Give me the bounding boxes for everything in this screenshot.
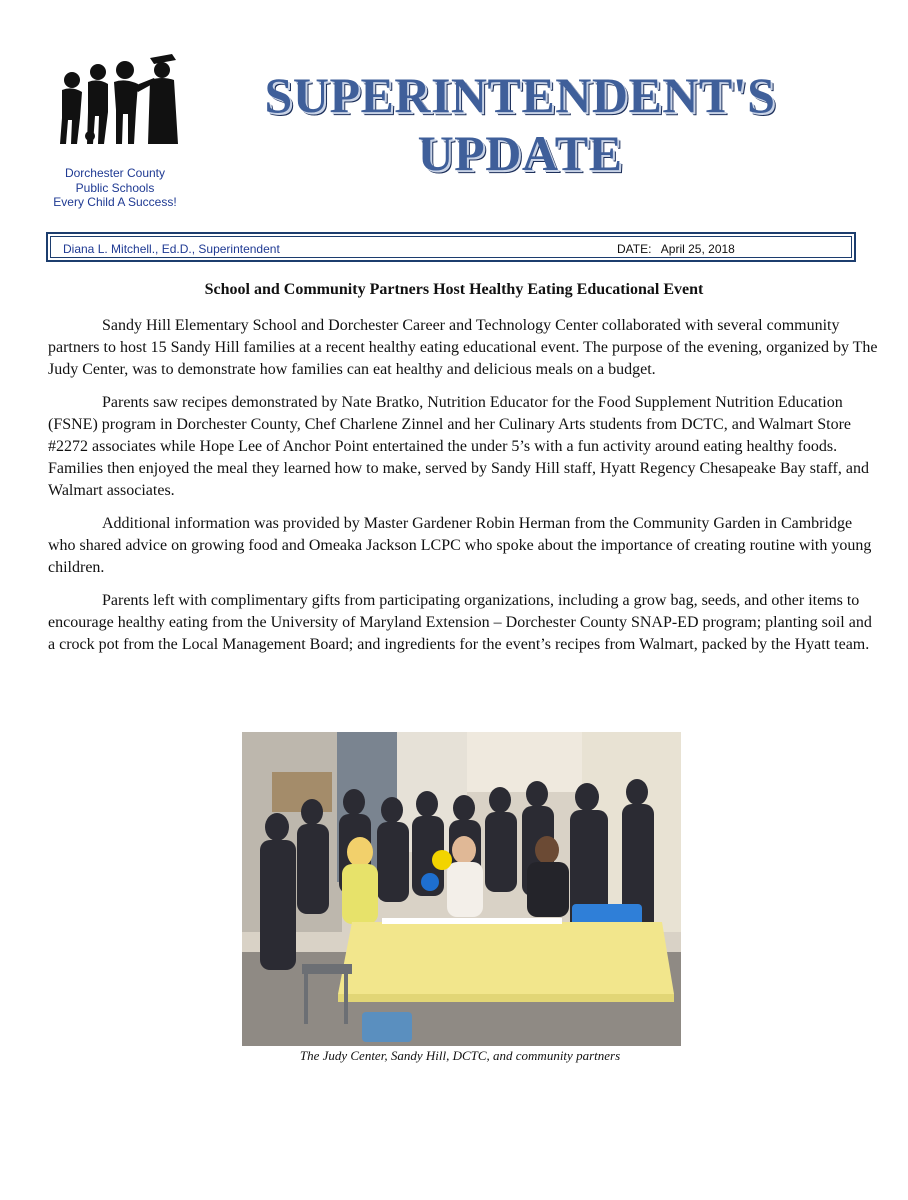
article-body <box>48 315 878 667</box>
group-photo <box>242 732 681 1046</box>
author-line: Diana L. Mitchell., Ed.D., Superintendent <box>63 242 280 256</box>
info-bar-inner <box>50 236 852 258</box>
district-name <box>30 166 200 210</box>
article-paragraph-2: Parents saw recipes demonstrated by Nate Bratko, Nutrition Educator for the Food Supplement Nutrition Education (FSNE) program in Dorchester County, Chef Charlene Zinnel and her Culinary Arts students from DCTC, and Walmart Store #2272 associates while Hope Lee of Anchor Point entertained the under 5’s with a fun activity around eating healthy foods. Families then enjoyed the meal they learned how to make, served by Sandy Hill staff, Hyatt Regency Chesapeake Bay staff, and Walmart associates. <box>48 394 869 499</box>
children-silhouette-logo <box>50 48 190 148</box>
date-value: April 25, 2018 <box>660 242 735 256</box>
info-bar <box>46 232 856 262</box>
date-label: DATE: <box>617 242 652 256</box>
district-line-1: Dorchester County <box>64 166 166 180</box>
title-line-1: SUPERINTENDENT'S <box>264 67 776 123</box>
newsletter-title <box>220 66 820 182</box>
district-motto: Every Child A Success! <box>53 195 177 209</box>
article-headline: School and Community Partners Host Healthy Eating Educational Event <box>204 281 704 298</box>
photo-caption: The Judy Center, Sandy Hill, DCTC, and community partners <box>299 1048 621 1063</box>
district-line-2: Public Schools <box>75 180 155 195</box>
title-line-2: UPDATE <box>417 125 623 181</box>
date-line <box>617 242 735 256</box>
article-paragraph-3: Additional information was provided by Master Gardener Robin Herman from the Community Garden in Cambridge who shared advice on growing food and Omeaka Jackson LCPC who spoke about the importance of creating routine with young children. <box>48 515 872 576</box>
article-paragraph-1: Sandy Hill Elementary School and Dorchester Career and Technology Center collaborated with several community partners to host 15 Sandy Hill families at a recent healthy eating educational event. The purpose of the evening, organized by The Judy Center, was to demonstrate how families can eat healthy and delicious meals on a budget. <box>48 317 878 378</box>
article-paragraph-4: Parents left with complimentary gifts from participating organizations, including a grow bag, seeds, and other items to encourage healthy eating from the University of Maryland Extension – Dorchester County SNAP-ED program; planting soil and a crock pot from the Local Management Board; and ingredients for the event’s recipes from Walmart, packed by the Hyatt team. <box>48 592 872 653</box>
